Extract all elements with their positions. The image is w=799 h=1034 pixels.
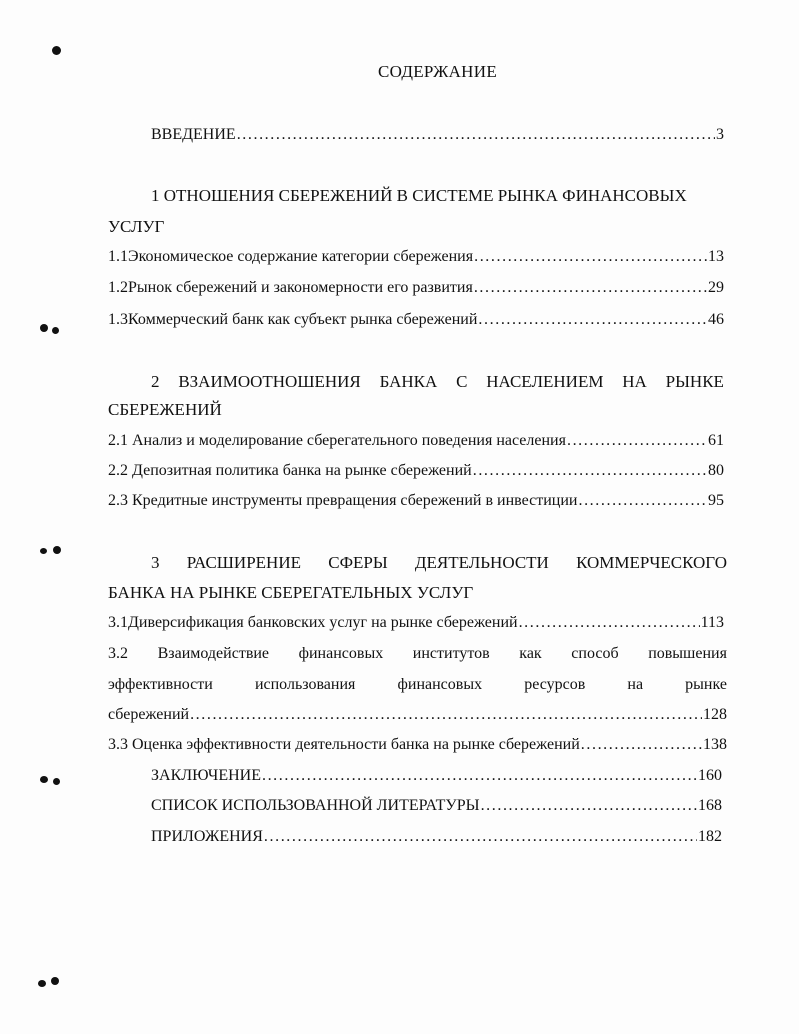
toc-entry-section-1-3 [108,309,724,331]
toc-page-number: 80 [708,462,724,479]
chapter-3-heading-line1 [151,549,727,577]
toc-entry-section-2-2 [108,460,724,482]
toc-entry-section-3-2-line1 [108,643,727,665]
section-title: 3.3 Оценка эффективности деятельности банка на рынке сбережений [108,736,580,753]
leader-dots [567,430,707,452]
chapter-2-heading-line1 [151,368,724,396]
toc-entry-label: ЗАКЛЮЧЕНИЕ [151,767,261,784]
chapter-1-heading-line2: УСЛУГ [108,217,165,236]
section-word: институтов [412,645,490,662]
scan-speck [53,778,60,785]
toc-entry-section-1-1 [108,246,724,268]
toc-page-number: 182 [698,828,722,845]
section-word: способ [571,645,619,662]
heading-word: РЫНКЕ [665,372,724,391]
toc-entry-section-1-2 [108,277,724,299]
chapter-3-heading-line2: БАНКА НА РЫНКЕ СБЕРЕГАТЕЛЬНЫХ УСЛУГ [108,583,474,602]
toc-page-number: 168 [698,797,722,814]
scan-speck [52,46,61,55]
section-number: 1.2 [108,279,128,296]
section-title: Коммерческий банк как субъект рынка сбережений [128,311,478,328]
leader-dots [578,490,707,512]
leader-dots [478,309,707,331]
section-title: Рынок сбережений и закономерности его развития [128,279,473,296]
section-word: эффективности [108,676,213,693]
toc-entry-section-2-3 [108,490,724,512]
toc-entry-section-3-1 [108,612,724,634]
scan-speck [51,977,59,985]
toc-page-number: 3 [716,126,724,143]
scan-speck [40,548,47,554]
heading-word: ДЕЯТЕЛЬНОСТИ [414,553,549,572]
leader-dots [264,826,697,848]
section-word: повышения [648,645,727,662]
scan-speck [53,546,61,554]
toc-page-number: 95 [708,492,724,509]
chapter-2-heading-line2: СБЕРЕЖЕНИЙ [108,400,222,419]
leader-dots [581,734,702,756]
toc-entry-section-3-3 [108,734,727,756]
section-title: сбережений [108,706,190,723]
heading-word: СФЕРЫ [328,553,388,572]
heading-word: БАНКА [379,372,438,391]
heading-word: С [456,372,468,391]
toc-entry-label: СПИСОК ИСПОЛЬЗОВАННОЙ ЛИТЕРАТУРЫ [151,797,480,814]
leader-dots [190,704,702,726]
heading-word: 2 [151,372,160,391]
toc-page-number: 46 [708,311,724,328]
leader-dots [473,460,707,482]
section-word: рынке [685,676,727,693]
toc-entry-section-2-1 [108,430,724,452]
toc-entry-bibliography [151,795,722,817]
heading-word: НА [622,372,647,391]
section-title: 2.1 Анализ и моделирование сберегательного поведения населения [108,432,566,449]
section-word: финансовых [298,645,384,662]
toc-page-number: 138 [703,736,727,753]
section-title: Диверсификация банковских услуг на рынке сбережений [128,614,518,631]
leader-dots [262,765,697,787]
heading-word: ВЗАИМООТНОШЕНИЯ [178,372,361,391]
toc-page-number: 113 [700,614,724,631]
leader-dots [237,124,715,146]
section-title: Экономическое содержание категории сбережения [128,248,474,265]
leader-dots [519,612,700,634]
section-word: ресурсов [524,676,586,693]
toc-entry-section-3-2-line3 [108,704,727,726]
heading-word: 3 [151,553,160,572]
toc-page-number: 160 [698,767,722,784]
scan-speck [52,327,59,334]
scan-speck [40,776,48,783]
section-title: 2.3 Кредитные инструменты превращения сбережений в инвестиции [108,492,578,509]
section-word: Взаимодействие [157,645,270,662]
toc-page-number: 61 [708,432,724,449]
section-word: использования [254,676,356,693]
toc-page-number: 128 [703,706,727,723]
section-word: как [519,645,542,662]
section-title: 2.2 Депозитная политика банка на рынке сбережений [108,462,472,479]
section-number: 1.3 [108,311,128,328]
leader-dots [474,246,707,268]
section-word: на [627,676,644,693]
scan-speck [40,324,48,332]
page-title: СОДЕРЖАНИЕ [377,62,498,81]
toc-entry-introduction [151,124,724,146]
section-number: 1.1 [108,248,128,265]
heading-word: РАСШИРЕНИЕ [186,553,301,572]
section-word: 3.2 [108,645,128,662]
toc-entry-label: ПРИЛОЖЕНИЯ [151,828,263,845]
section-word: финансовых [397,676,483,693]
heading-word: КОММЕРЧЕСКОГО [576,553,727,572]
section-number: 3.1 [108,614,128,631]
heading-word: НАСЕЛЕНИЕМ [486,372,604,391]
chapter-1-heading-line1: 1 ОТНОШЕНИЯ СБЕРЕЖЕНИЙ В СИСТЕМЕ РЫНКА ФИНАНСОВЫХ [151,186,687,205]
toc-entry-section-3-2-line2 [108,674,727,696]
toc-entry-appendices [151,826,722,848]
leader-dots [474,277,707,299]
toc-entry-conclusion [151,765,722,787]
toc-entry-label: ВВЕДЕНИЕ [151,126,236,143]
scan-speck [38,980,46,987]
toc-page-number: 13 [708,248,724,265]
toc-page-number: 29 [708,279,724,296]
leader-dots [481,795,697,817]
